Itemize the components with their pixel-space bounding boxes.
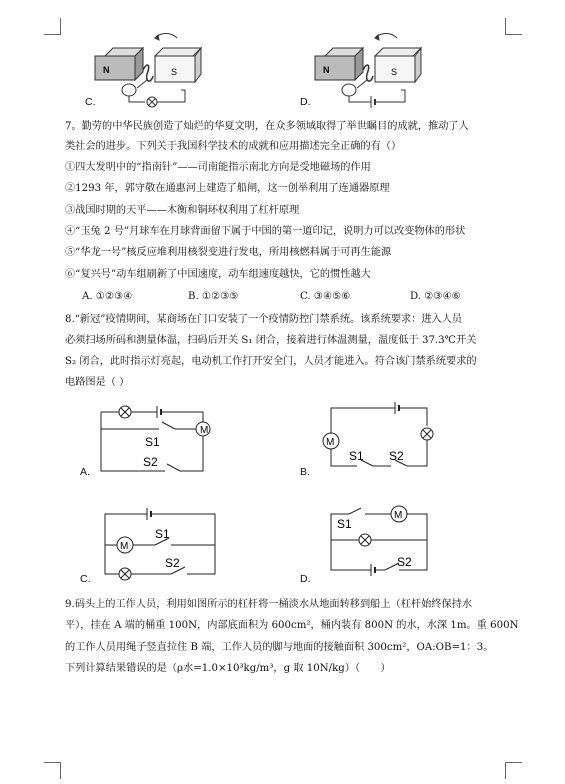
magnet-s-label: S: [171, 67, 178, 77]
motor-label: M: [326, 437, 335, 448]
motor-label: M: [120, 541, 129, 552]
switch-s2-label: S2: [165, 556, 180, 570]
q7-option-a: A. ①②③④: [82, 291, 133, 302]
q7-item-2: ②1293 年，郭守敬在通惠河上建造了船闸，这一创举利用了连通器原理: [65, 183, 390, 194]
switch-s2-label: S2: [389, 449, 404, 463]
q9-stem-line1: 9.码头上的工作人员，利用如图所示的杠杆将一桶淡水从地面转移到船上（杠杆始终保持水: [65, 599, 473, 610]
switch-s2-label: S2: [397, 555, 412, 569]
magnet-n-label: N: [103, 65, 110, 75]
motor-label: M: [394, 510, 403, 521]
magnet-n-label: N: [323, 65, 330, 75]
switch-s1-label: S1: [145, 435, 160, 449]
q7-item-4: ④“玉兔 2 号”月球车在月球背面留下属于中国的第一道印记，说明力可以改变物体的形状: [65, 226, 466, 237]
q8-stem-line4: 电路图是（ ）: [65, 377, 130, 388]
q8-option-a-label: A.: [80, 466, 90, 478]
q8-option-c-label: C.: [80, 573, 91, 585]
q8-circuit-b: [315, 398, 445, 480]
q7-item-3: ③战国时期的天平——木衡和铜环权利用了杠杆原理: [65, 205, 300, 216]
motor-label: M: [200, 425, 209, 436]
q7-stem-line2: 类社会的进步。下列关于我国科学技术的成就和应用描述完全正确的有（）: [65, 141, 402, 152]
corner-mark-top-right: [505, 18, 522, 35]
q7-option-d: D. ②③④⑥: [410, 291, 461, 302]
q8-option-b-label: B.: [300, 466, 310, 478]
q8-stem-line3: S₂ 闭合，此时指示灯亮起，电动机工作打开安全门，人员才能进入。符合该门禁系统要求的: [65, 356, 477, 367]
q9-stem-line4: 下列计算结果错误的是（ρ水=1.0×10³kg/m³，g 取 10N/kg）（ ）: [65, 663, 391, 674]
q8-stem-line1: 8.“新冠”疫情期间，某商场在门口安装了一个疫情防控门禁系统。该系统要求：进入人员: [65, 314, 463, 325]
q9-stem-line2: 平），挂在 A 端的桶重 100N，内部底面积为 600cm²，桶内装有 800N 的水，水深 1m。重 600N: [65, 620, 519, 631]
switch-s2-label: S2: [143, 455, 158, 469]
q8-option-d-label: D.: [300, 573, 311, 585]
switch-s1-label: S1: [337, 517, 352, 531]
corner-mark-top-left: [44, 18, 61, 35]
switch-s1-label: S1: [155, 527, 170, 541]
q6-figure-c: [85, 30, 225, 110]
corner-mark-bottom-right: [505, 762, 522, 779]
corner-mark-bottom-left: [44, 762, 61, 779]
q6-option-d-label: D.: [300, 96, 311, 108]
q7-option-c: C. ③④⑤⑥: [300, 291, 351, 302]
q8-stem-line2: 必须扫场所码和测量体温，扫码后开关 S₁ 闭合，接着进行体温测量，温度低于 37.3℃开关: [65, 335, 477, 346]
magnet-s-label: S: [391, 67, 398, 77]
q8-circuit-d: [315, 500, 445, 585]
q7-item-5: ⑤“华龙一号”核反应堆利用核裂变进行发电，所用核燃料属于可再生能源: [65, 247, 392, 258]
q8-circuit-c: [95, 500, 225, 585]
q7-item-1: ①四大发明中的“指南针”——司南能指示南北方向是受地磁场的作用: [65, 162, 371, 173]
q6-figure-d: [305, 30, 445, 110]
q7-stem-line1: 7。勤劳的中华民族创造了灿烂的华夏文明，在众多领域取得了举世瞩目的成就，推动了人: [65, 121, 469, 132]
switch-s1-label: S1: [349, 449, 364, 463]
q8-circuit-a: [95, 398, 225, 480]
q7-item-6: ⑥“复兴号”动车组刷新了中国速度，动车组速度越快，它的惯性越大: [65, 269, 371, 280]
q7-option-b: B. ①②③⑤: [188, 291, 239, 302]
q6-option-c-label: C.: [85, 96, 96, 108]
q9-stem-line3: 的工作人员用绳子竖直拉住 B 端，工作人员的脚与地面的接触面积 300cm²，OA:OB=1：3。: [65, 642, 494, 653]
